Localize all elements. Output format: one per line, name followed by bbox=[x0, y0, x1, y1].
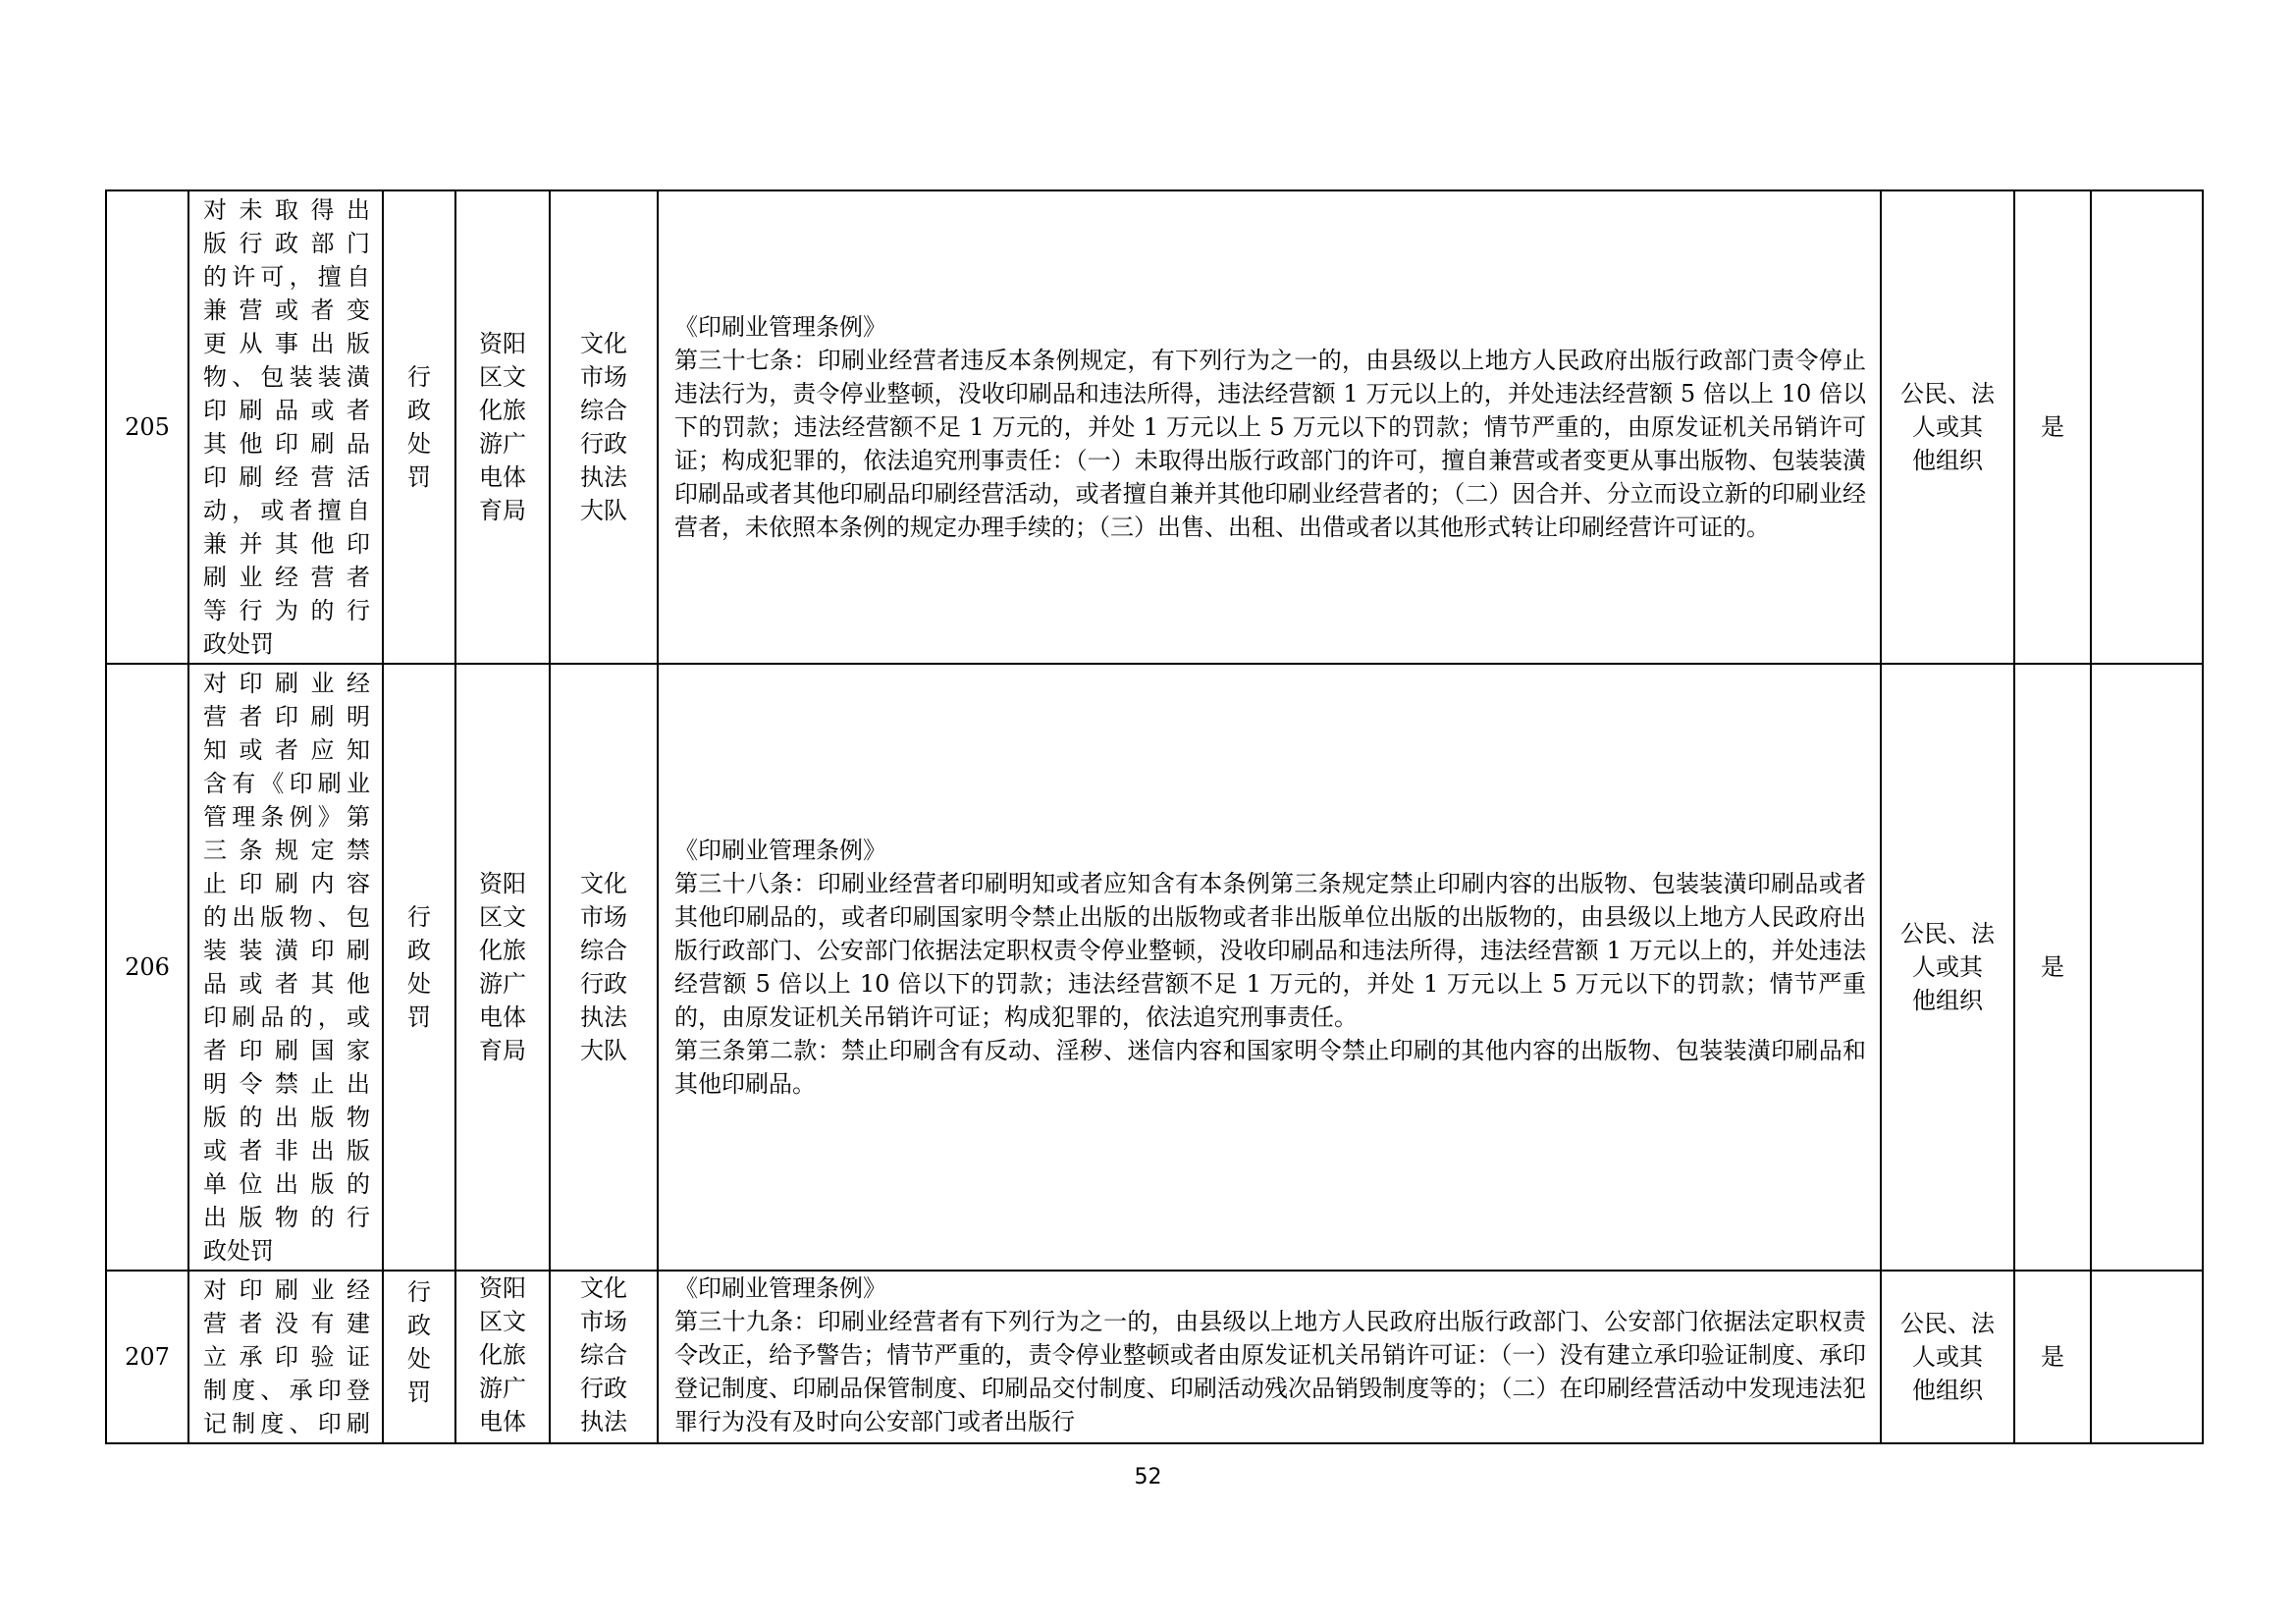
item-line: 物、包装装潢 bbox=[203, 363, 370, 391]
legal-basis-cell bbox=[658, 190, 1881, 664]
legal-basis-cell bbox=[658, 1271, 1881, 1443]
basis-line: 第三十八条：印刷业经营者印刷明知或者应知含有本条例第三条规定禁止印刷内容的出版物、包装装潢印刷品或者其他印刷品的，或者印刷国家明令禁止出版的出版物或者非出版单位出版的出版物的，由县级以上地方人民政府出版行政部门、公安部门依据法定职权责令停业整顿，没收印刷品和违法所得，违法经营额 1 万元以上的，并处违法经营额 5 倍以上 10 倍以下的罚款；违法经营额不足 1 万元的，并处 1 万元以上 5 万元以下的罚款；情节严重的，由原发证机关吊销许可证；构成犯罪的，依法追究刑事责任。 bbox=[674, 870, 1866, 1031]
page-number: 52 bbox=[1134, 1465, 1162, 1489]
item-name-cell bbox=[188, 1271, 383, 1443]
item-line: 者印刷国家 bbox=[203, 1037, 370, 1064]
table-row bbox=[106, 664, 2203, 1271]
item-line: 知或者应知 bbox=[203, 736, 370, 764]
item-line: 政处罚 bbox=[203, 1237, 274, 1265]
category-cell: 行 政 处 罚 bbox=[383, 664, 455, 1271]
basis-line: 《印刷业管理条例》 bbox=[674, 1274, 886, 1302]
item-line: 兼营或者变 bbox=[203, 297, 370, 324]
basis-line: 《印刷业管理条例》 bbox=[674, 837, 886, 864]
flag-cell: 是 bbox=[2014, 1271, 2091, 1443]
item-line: 印刷品或者 bbox=[203, 397, 370, 424]
target-cell: 公民、法 人或其 他组织 bbox=[1881, 1271, 2014, 1443]
target-cell: 公民、法 人或其 他组织 bbox=[1881, 190, 2014, 664]
item-line: 装装潢印刷 bbox=[203, 937, 370, 964]
item-line: 立承印验证 bbox=[203, 1343, 370, 1371]
item-line: 管理条例》第 bbox=[203, 803, 370, 831]
item-line: 止印刷内容 bbox=[203, 870, 370, 897]
unit-cell: 文化 市场 综合 行政 执法 大队 bbox=[550, 664, 658, 1271]
basis-line: 第三十九条：印刷业经营者有下列行为之一的，由县级以上地方人民政府出版行政部门、公安部门依据法定职权责令改正，给予警告；情节严重的，责令停业整顿或者由原发证机关吊销许可证：（一）没有建立承印验证制度、承印登记制度、印刷品保管制度、印刷品交付制度、印刷活动残次品销毁制度等的；（二）在印刷经营活动中发现违法犯罪行为没有及时向公安部门或者出版行 bbox=[674, 1308, 1866, 1435]
item-name-cell bbox=[188, 190, 383, 664]
item-line: 其他印刷品 bbox=[203, 430, 370, 458]
target-cell: 公民、法 人或其 他组织 bbox=[1881, 664, 2014, 1271]
item-line: 兼并其他印 bbox=[203, 530, 370, 558]
flag-cell: 是 bbox=[2014, 664, 2091, 1271]
row-number: 206 bbox=[106, 664, 188, 1271]
item-name-cell bbox=[188, 664, 383, 1271]
flag-cell: 是 bbox=[2014, 190, 2091, 664]
item-line: 制度、承印登 bbox=[203, 1377, 370, 1404]
authority-cell: 资阳 区文 化旅 游广 电体 育局 bbox=[455, 664, 550, 1271]
item-line: 印刷经营活 bbox=[203, 463, 370, 491]
item-line: 含有《印刷业 bbox=[203, 770, 370, 797]
authority-cell: 资阳 区文 化旅 游广 电体 育局 bbox=[455, 190, 550, 664]
item-line: 对印刷业经 bbox=[203, 670, 370, 697]
row-number: 205 bbox=[106, 190, 188, 664]
extra-cell bbox=[2091, 1271, 2203, 1443]
item-line: 对未取得出 bbox=[203, 196, 370, 224]
item-line: 等行为的行 bbox=[203, 597, 370, 624]
unit-cell: 文化 市场 综合 行政 执法 大队 bbox=[550, 190, 658, 664]
unit-cell: 文化 市场 综合 行政 执法 bbox=[550, 1271, 658, 1443]
basis-line: 第三十七条：印刷业经营者违反本条例规定，有下列行为之一的，由县级以上地方人民政府出版行政部门责令停止违法行为，责令停业整顿，没收印刷品和违法所得，违法经营额 1 万元以上的，并处违法经营额 5 倍以上 10 倍以下的罚款；违法经营额不足 1 万元的，并处 1 万元以上 5 万元以下的罚款；情节严重的，由原发证机关吊销许可证；构成犯罪的，依法追究刑事责任：（一）未取得出版行政部门的许可，擅自兼营或者变更从事出版物、包装装潢印刷品或者其他印刷品印刷经营活动，或者擅自兼并其他印刷业经营者的；（二）因合并、分立而设立新的印刷业经营者，未依照本条例的规定办理手续的；（三）出售、出租、出借或者以其他形式转让印刷经营许可证的。 bbox=[674, 347, 1866, 541]
table-row bbox=[106, 1271, 2203, 1443]
item-line: 版的出版物 bbox=[203, 1104, 370, 1131]
row-number: 207 bbox=[106, 1271, 188, 1443]
item-line: 的出版物、包 bbox=[203, 903, 370, 931]
item-line: 的许可，擅自 bbox=[203, 263, 370, 291]
basis-line: 《印刷业管理条例》 bbox=[674, 313, 886, 341]
item-line: 政处罚 bbox=[203, 630, 274, 658]
item-line: 营者印刷明 bbox=[203, 703, 370, 731]
authority-cell: 资阳 区文 化旅 游广 电体 bbox=[455, 1271, 550, 1443]
item-line: 印刷品的，或 bbox=[203, 1003, 370, 1031]
item-line: 营者没有建 bbox=[203, 1310, 370, 1337]
enforcement-table bbox=[105, 189, 2204, 1444]
extra-cell bbox=[2091, 664, 2203, 1271]
category-cell: 行 政 处 罚 bbox=[383, 190, 455, 664]
item-line: 动，或者擅自 bbox=[203, 497, 370, 524]
item-line: 刷业经营者 bbox=[203, 564, 370, 591]
item-line: 明令禁止出 bbox=[203, 1070, 370, 1098]
item-line: 单位出版的 bbox=[203, 1170, 370, 1198]
item-line: 版行政部门 bbox=[203, 230, 370, 257]
item-line: 对印刷业经 bbox=[203, 1276, 370, 1304]
basis-line: 第三条第二款：禁止印刷含有反动、淫秽、迷信内容和国家明令禁止印刷的其他内容的出版物、包装装潢印刷品和其他印刷品。 bbox=[674, 1037, 1866, 1098]
category-cell: 行 政 处 罚 bbox=[383, 1271, 455, 1443]
item-line: 或者非出版 bbox=[203, 1137, 370, 1164]
extra-cell bbox=[2091, 190, 2203, 664]
item-line: 更从事出版 bbox=[203, 330, 370, 357]
item-line: 三条规定禁 bbox=[203, 837, 370, 864]
item-line: 品或者其他 bbox=[203, 970, 370, 998]
item-line: 出版物的行 bbox=[203, 1204, 370, 1231]
item-line: 记制度、印刷 bbox=[203, 1410, 370, 1437]
table-row bbox=[106, 190, 2203, 664]
legal-basis-cell bbox=[658, 664, 1881, 1271]
